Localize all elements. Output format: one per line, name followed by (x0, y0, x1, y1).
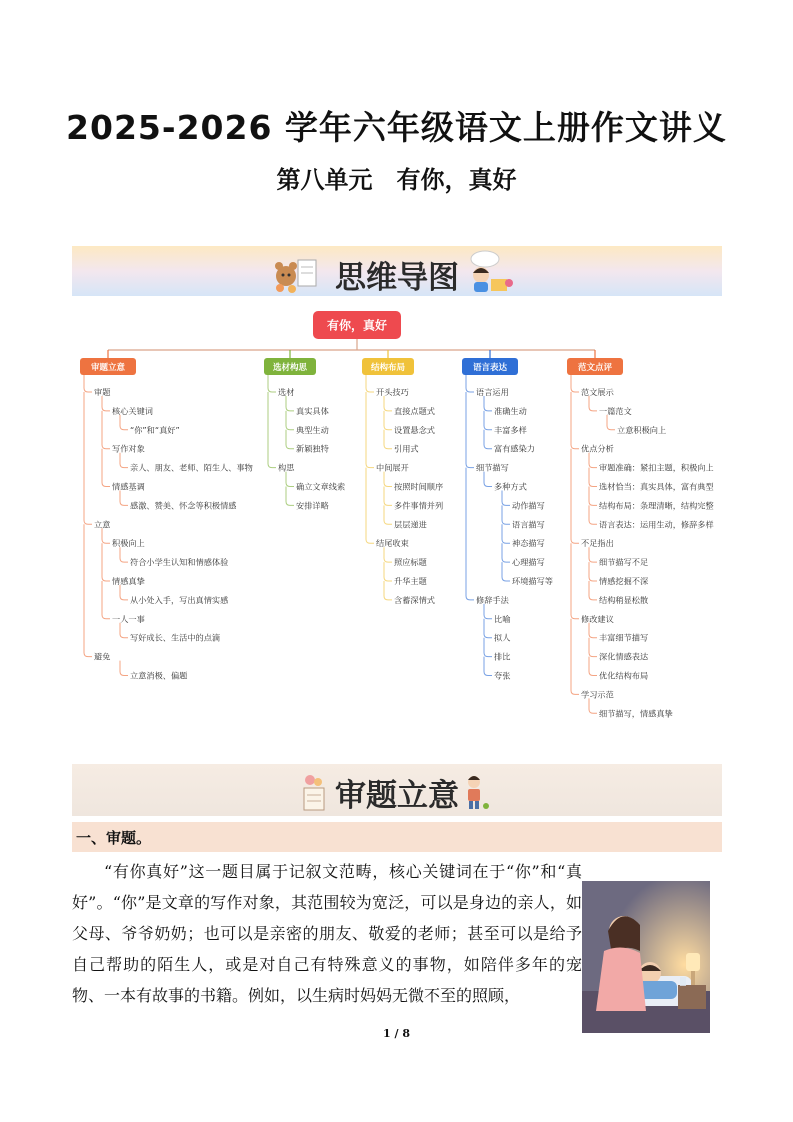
mindmap-connector (84, 375, 92, 392)
mindmap-node-label: 不足指出 (581, 538, 614, 549)
mindmap-node-label: 审题 (94, 387, 111, 397)
mindmap-node-label: 确立文章线索 (296, 481, 346, 492)
body-paragraph: “有你真好”这一题目属于记叙文范畴，核心关键词在于“你”和“真好”。“你”是文章的写作对象，其范围较为宽泛，可以是身边的亲人，如父母、爷爷奶奶；也可以是亲密的朋友、敬爱的老师；甚至可以是给予自己帮助的陌生人，或是对自己有特殊意义的事物，如陪伴多年的宠物、一本有故事的书籍。例如，以生病时妈妈无微不至的照顾， (72, 862, 582, 1005)
mindmap-node-label: 照应标题 (394, 557, 427, 568)
mindmap-node-label: 典型生动 (296, 424, 329, 435)
mindmap-node-label: 升华主题 (394, 576, 427, 586)
mindmap-connector (366, 468, 374, 544)
mindmap-connector (571, 375, 579, 392)
mindmap-connector (484, 396, 492, 411)
mindmap-node-label: 中间展开 (376, 462, 409, 473)
mindmap-connector (268, 375, 276, 392)
mindmap-node-label: “你”和“真好” (130, 424, 180, 435)
mindmap-node-label: 含蓄深情式 (394, 594, 435, 605)
mindmap-node-label: 开头技巧 (376, 387, 409, 397)
mindmap-node-label: 积极向上 (112, 538, 145, 549)
mindmap-branch (567, 350, 714, 719)
mindmap-connector (384, 487, 392, 506)
mindmap-connector (484, 638, 492, 657)
mindmap-node-label: 细节描写 (476, 462, 509, 473)
mindmap-connector (120, 585, 128, 600)
mindmap-node-label: 结尾收束 (376, 538, 409, 549)
mindmap-connector (366, 375, 374, 392)
mindmap-node-label: 富有感染力 (494, 443, 535, 454)
mindmap-node-label: 拟人 (494, 632, 511, 643)
mindmap-node-label: 深化情感表达 (599, 651, 649, 662)
mindmap-connector (589, 657, 597, 676)
mindmap-connector (589, 453, 597, 468)
mindmap-branch (362, 350, 443, 605)
mindmap-branch-label: 审题立意 (90, 363, 126, 373)
mindmap-connector (571, 543, 579, 619)
mindmap-node-label: 避免 (94, 651, 111, 662)
mindmap-node-label: 丰富多样 (494, 424, 527, 435)
mindmap-connector (466, 392, 474, 468)
mindmap-node-label: 安排详略 (296, 500, 329, 511)
mindmap-node-label: 细节描写不足 (599, 557, 649, 568)
mindmap-node-label: 范文展示 (581, 387, 614, 397)
mindmap-branch-label: 选材构思 (272, 363, 308, 373)
mindmap-node-label: 细节描写，情感真挚 (599, 708, 673, 719)
kid-icon (457, 249, 517, 295)
mindmap-node-label: 立意消极、偏题 (130, 670, 188, 681)
mindmap-connector (120, 491, 128, 506)
mindmap-connector (466, 468, 474, 600)
mindmap-connector (384, 396, 392, 411)
mindmap-connector (384, 505, 392, 524)
mindmap-connector (607, 415, 615, 430)
mindmap-connector (120, 415, 128, 430)
mindmap-connector (589, 396, 597, 411)
mother-caring-child-illustration (582, 881, 710, 1033)
mindmap-connector (502, 543, 510, 562)
mindmap-connector (384, 562, 392, 581)
mindmap-connector (84, 524, 92, 656)
mindmap-connector (102, 581, 110, 619)
mindmap-connector (502, 524, 510, 543)
mindmap-node-label: 立意积极向上 (617, 424, 667, 435)
mindmap-node-label: 情感挖掘不深 (599, 576, 649, 586)
mindmap-node-label: 按照时间顺序 (394, 481, 444, 492)
mindmap-connector (384, 430, 392, 449)
mindmap-node-label: 一人一事 (112, 613, 145, 624)
mindmap-connector (102, 528, 110, 543)
mindmap-connector (589, 623, 597, 638)
mindmap-node-label: 夸张 (494, 670, 511, 681)
mindmap-connector (589, 562, 597, 581)
mindmap-node-label: 引用式 (394, 443, 419, 454)
mindmap-root-label: 有你，真好 (326, 318, 388, 333)
mindmap-connector (502, 491, 510, 506)
mindmap-node-label: 修辞手法 (476, 594, 509, 605)
mindmap-node-label: 修改建议 (581, 613, 614, 624)
mindmap-node-label: 从小处入手，写出真情实感 (130, 594, 229, 605)
mindmap-node-label: 结构稍显松散 (599, 594, 649, 605)
mindmap-branch (264, 350, 345, 510)
mindmap-node-label: 写好成长、生活中的点滴 (130, 632, 221, 643)
mindmap-connector (384, 581, 392, 600)
mindmap-connector (502, 505, 510, 524)
mindmap-connector (120, 547, 128, 562)
mindmap-connector (484, 430, 492, 449)
mindmap-node-label: 学习示范 (581, 689, 614, 700)
mindmap-connector (102, 543, 110, 581)
mindmap-branch (462, 350, 553, 681)
mindmap-node-label: 比喻 (494, 613, 511, 624)
mindmap-connector (120, 661, 128, 676)
analysis-banner-title: 审题立意 (335, 778, 459, 814)
mindmap-node-label: 多种方式 (494, 481, 527, 492)
mindmap-connector (384, 547, 392, 562)
mindmap-connector (286, 472, 294, 487)
mindmap-banner-title: 思维导图 (335, 260, 459, 296)
mindmap-connector (589, 547, 597, 562)
mindmap-connector (84, 392, 92, 524)
child-icon (458, 770, 492, 812)
mindmap-node-label: 符合小学生认知和情感体验 (130, 557, 229, 568)
mindmap-connector (484, 411, 492, 430)
mindmap-node-label: 排比 (494, 651, 511, 662)
mindmap-connector (286, 487, 294, 506)
mindmap-connector (286, 411, 294, 430)
mindmap-node-label: 新颖独特 (296, 443, 329, 454)
mindmap-connector (286, 430, 294, 449)
mindmap-connector (120, 453, 128, 468)
mindmap-node-label: 核心关键词 (112, 405, 153, 416)
mindmap-connector (571, 392, 579, 449)
mindmap-connector (366, 392, 374, 468)
mindmap-node-label: 情感基调 (112, 481, 145, 492)
mindmap-node-label: 选材恰当：真实具体，富有典型 (599, 481, 714, 492)
mindmap-branch-label: 结构布局 (370, 363, 406, 373)
mindmap-node-label: 构思 (278, 462, 295, 473)
mindmap-node-label: 语言描写 (512, 519, 545, 530)
mindmap-node-label: 设置悬念式 (394, 424, 435, 435)
mindmap-connector (484, 472, 492, 487)
mindmap-node-label: 结构布局：条理清晰，结构完整 (599, 500, 714, 511)
mindmap-connector (589, 505, 597, 524)
section-heading-bar (72, 822, 722, 852)
mindmap-connector (384, 472, 392, 487)
mindmap-connector (484, 657, 492, 676)
mindmap-node-label: 亲人、朋友、老师、陌生人、事物 (130, 462, 253, 473)
mindmap-connector (384, 411, 392, 430)
mindmap-node-label: 写作对象 (112, 443, 145, 454)
mindmap-connector (120, 623, 128, 638)
mindmap-root (313, 311, 401, 339)
mindmap-node-label: 动作描写 (512, 500, 545, 511)
section-heading: 一、审题。 (76, 829, 152, 847)
mindmap-node-label: 心理描写 (512, 557, 545, 568)
mindmap-connector (102, 411, 110, 449)
mindmap-node-label: 语言表达：运用生动，修辞多样 (599, 519, 714, 530)
mindmap-connector (589, 468, 597, 487)
mindmap-connector (286, 396, 294, 411)
mindmap-node-label: 优化结构布局 (599, 670, 649, 681)
document-subtitle: 第八单元 有你，真好 (276, 166, 517, 194)
mindmap-node-label: 感激、赞美、怀念等积极情感 (130, 500, 237, 511)
mindmap-node-label: 立意 (94, 519, 111, 530)
mindmap-banner (72, 246, 722, 296)
mindmap-node-label: 神态描写 (512, 538, 545, 549)
mindmap-branch-label: 范文点评 (577, 363, 613, 373)
mindmap-node-label: 情感真挚 (112, 576, 145, 586)
mindmap-node-label: 层层递进 (394, 519, 427, 530)
mindmap-node-label: 多件事情并列 (394, 500, 444, 511)
mindmap-connector (589, 698, 597, 713)
mindmap-node-label: 选材 (278, 387, 295, 397)
mindmap-connector (484, 619, 492, 638)
mindmap-node-label: 语言运用 (476, 387, 509, 397)
mindmap-connector (466, 375, 474, 392)
mindmap-connector (589, 581, 597, 600)
mindmap-node-label: 直接点题式 (394, 405, 435, 416)
mindmap-node-label: 真实具体 (296, 405, 329, 416)
page-number: 1 / 8 (383, 1027, 410, 1040)
mindmap-connector (589, 487, 597, 506)
document-title: 2025-2026 学年六年级语文上册作文讲义 (66, 108, 727, 147)
mindmap-diagram (72, 302, 722, 754)
mindmap-node-label: 一篇范文 (599, 405, 632, 416)
mindmap-node-label: 丰富细节描写 (599, 632, 649, 643)
mindmap-node-label: 环境描写等 (512, 576, 553, 586)
mindmap-branch-label: 语言表达 (472, 363, 508, 373)
mindmap-connector (571, 619, 579, 695)
analysis-banner (72, 764, 722, 816)
mindmap-connector (589, 638, 597, 657)
mindmap-connector (268, 392, 276, 468)
mindmap-node-label: 审题准确：紧扣主题，积极向上 (599, 462, 714, 473)
mindmap-node-label: 准确生动 (494, 405, 527, 416)
mindmap-connector (502, 562, 510, 581)
mindmap-connector (571, 449, 579, 544)
mindmap-node-label: 优点分析 (581, 443, 614, 454)
mindmap-branch (80, 350, 253, 681)
mindmap-connector (484, 604, 492, 619)
mindmap-connector (102, 396, 110, 411)
mindmap-connector (102, 449, 110, 487)
